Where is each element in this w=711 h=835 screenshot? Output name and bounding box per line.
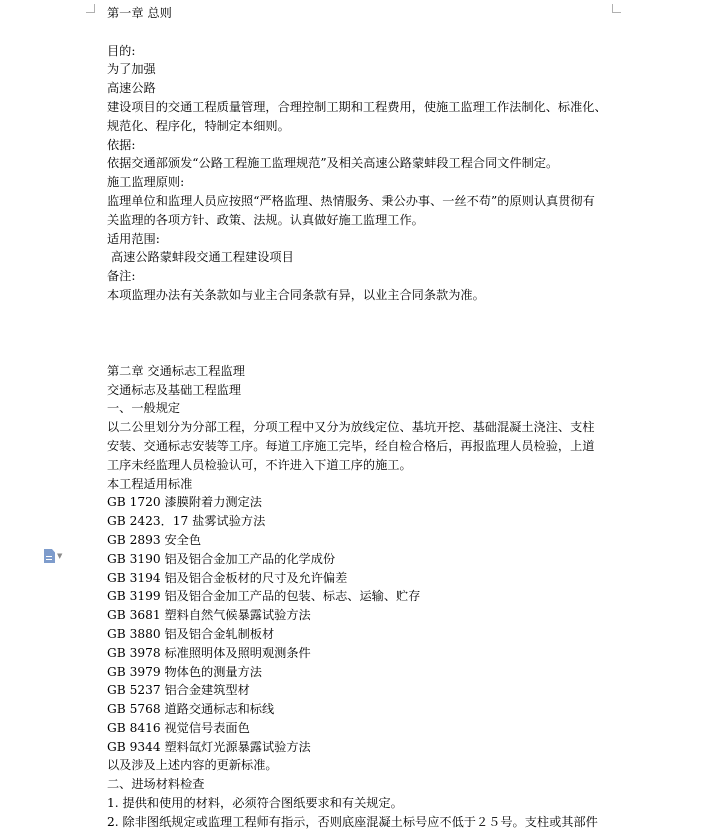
document-icon [44,549,55,563]
standard-item: GB 8416 视觉信号表面色 [107,720,250,735]
standard-item: GB 2423．17 盐雾试验方法 [107,514,266,529]
standard-item: GB 3978 标准照明体及照明观测条件 [107,645,311,660]
chevron-down-icon: ▼ [57,552,63,560]
standard-item: GB 5237 铝合金建筑型材 [107,683,250,698]
page-corner-mark-left [86,4,95,13]
section-heading: 一、一般规定 [107,401,181,416]
standard-item: GB 2893 安全色 [107,532,202,547]
blank-line [107,23,609,42]
blank-space [107,305,609,362]
document-page [107,4,609,832]
chapter-title: 第二章 交通标志工程监理 [107,363,245,378]
paragraph-line: 规范化、程序化，特制定本细则。 [107,118,290,133]
scope-label: 适用范围: [107,231,160,246]
standard-item: GB 3979 物体色的测量方法 [107,664,262,679]
standards-label: 本工程适用标准 [107,476,193,491]
paragraph-line: 高速公路 [107,81,156,96]
standard-item: GB 3880 铝及铝合金轧制板材 [107,626,275,641]
paragraph-line: 为了加强 [107,62,156,77]
paragraph-line: 关监理的各项方针、政策、法规。认真做好施工监理工作。 [107,212,424,227]
paragraph-line: 安装、交通标志安装等工序。每道工序施工完毕，经自检合格后，再报监理人员检验，上道 [107,438,595,453]
standard-item: GB 3681 塑料自然气候暴露试验方法 [107,608,311,623]
list-item: 2. 除非图纸规定或监理工程师有指示，否则底座混凝土标号应不低于２５号。支柱或其部件 [107,814,598,829]
section-subtitle: 交通标志及基础工程监理 [107,382,242,397]
standard-item: GB 3194 铝及铝合金板材的尺寸及允许偏差 [107,570,348,585]
principle-label: 施工监理原则: [107,175,185,190]
paragraph-line: 工序未经监理人员检验认可，不许进入下道工序的施工。 [107,457,412,472]
list-item: 1. 提供和使用的材料，必须符合图纸要求和有关规定。 [107,796,403,811]
paragraph-marker[interactable] [44,549,62,563]
chapter-title: 第一章 总则 [107,6,172,20]
standard-item: GB 3190 铝及铝合金加工产品的化学成份 [107,551,336,566]
paragraph-line: 以二公里划分为分部工程，分项工程中又分为放线定位、基坑开挖、基础混凝土浇注、支柱 [107,420,595,435]
paragraph-line: 依据交通部颁发“公路工程施工监理规范”及相关高速公路蒙蚌段工程合同文件制定。 [107,156,559,171]
paragraph-line: 监理单位和监理人员应按照“严格监理、热情服务、秉公办事、一丝不苟”的原则认真贯彻有 [107,193,595,208]
standard-item: GB 9344 塑料氙灯光源暴露试验方法 [107,739,311,754]
paragraph-line: 本项监理办法有关条款如与业主合同条款有异，以业主合同条款为准。 [107,287,485,302]
paragraph-line: 以及涉及上述内容的更新标准。 [107,758,278,773]
paragraph-line: 建设项目的交通工程质量管理，合理控制工期和工程费用，使施工监理工作法制化、标准化、 [107,99,607,114]
note-label: 备注: [107,269,136,284]
page-corner-mark-right [612,4,621,13]
standard-item: GB 3199 铝及铝合金加工产品的包装、标志、运输、贮存 [107,589,421,604]
purpose-label: 目的: [107,43,136,58]
standard-item: GB 5768 道路交通标志和标线 [107,702,275,717]
paragraph-line: 高速公路蒙蚌段交通工程建设项目 [111,250,294,265]
basis-label: 依据: [107,137,136,152]
section-heading: 二、进场材料检查 [107,777,205,792]
standard-item: GB 1720 漆膜附着力测定法 [107,495,262,510]
